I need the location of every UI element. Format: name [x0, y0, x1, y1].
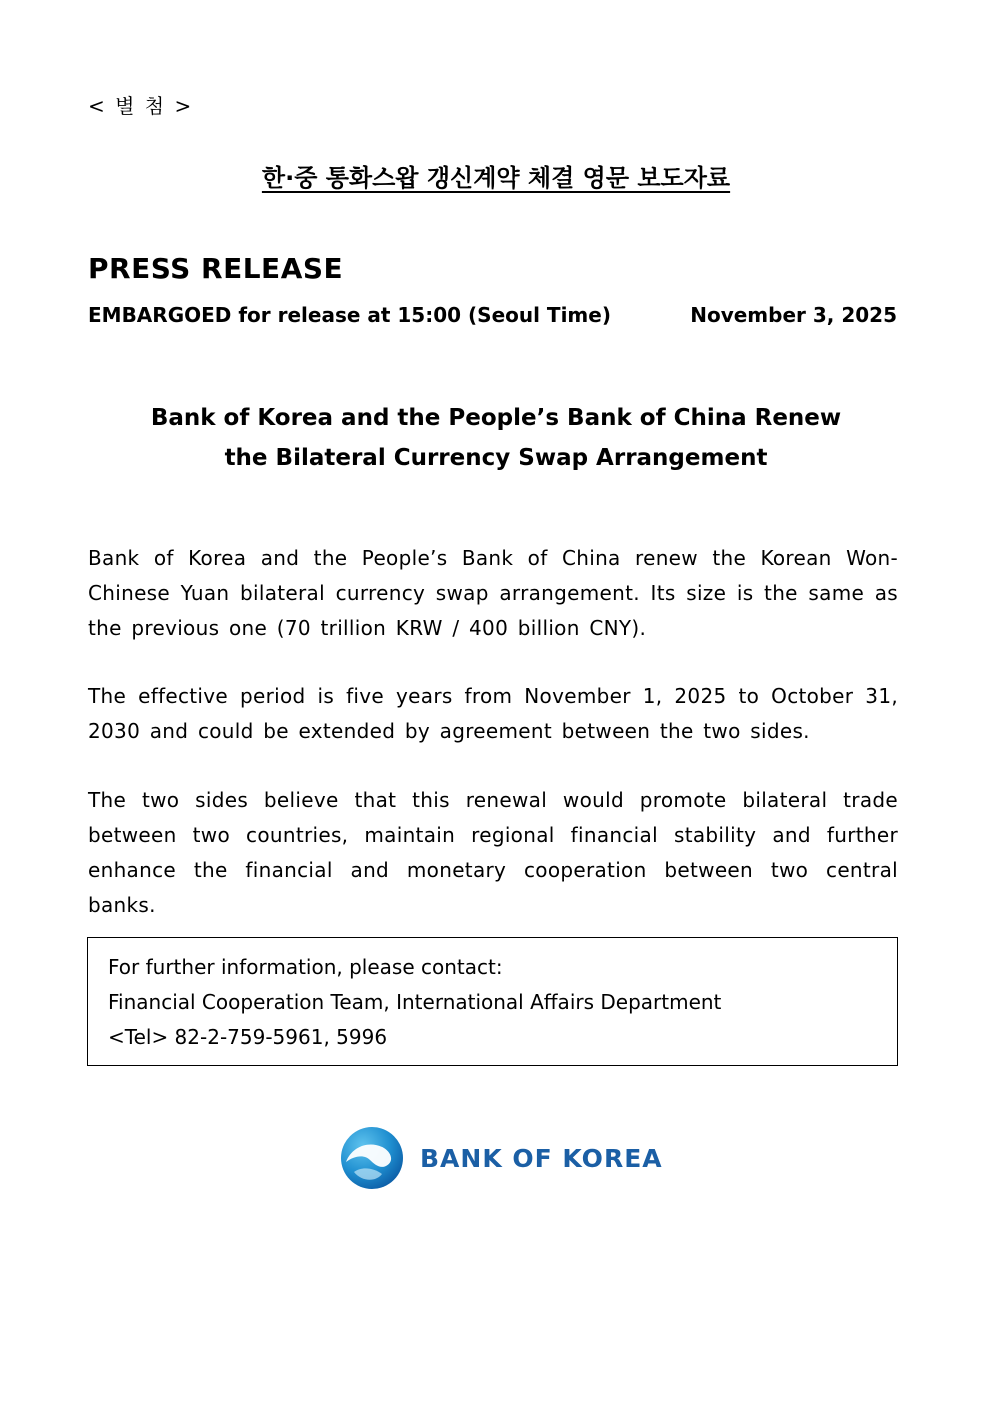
korean-title-text: 한·중 통화스왑 갱신계약 체결 영문 보도자료	[261, 164, 731, 192]
contact-phone: <Tel> 82-2-759-5961, 5996	[108, 1025, 388, 1049]
korean-title	[0, 158, 992, 193]
press-release-heading: PRESS RELEASE	[88, 252, 344, 285]
bank-of-korea-emblem-icon	[340, 1126, 404, 1190]
paragraph-1: Bank of Korea and the People’s Bank of China renew the Korean Won-Chinese Yuan bilateral currency swap arrangement. Its size is the same as the previous one (70 trillion KRW / 400 billion CNY).	[88, 546, 898, 640]
contact-box	[87, 937, 898, 1066]
release-date: November 3, 2025	[690, 303, 897, 327]
headline	[0, 398, 992, 478]
paragraph-3: The two sides believe that this renewal would promote bilateral trade between two countries, maintain regional financial stability and further enhance the financial and monetary cooperation between two central banks.	[88, 788, 898, 917]
headline-line-2: the Bilateral Currency Swap Arrangement	[224, 445, 768, 471]
attachment-label: < 별 첨 >	[88, 94, 194, 118]
embargo-notice: EMBARGOED for release at 15:00 (Seoul Time)	[88, 303, 611, 327]
paragraph-2: The effective period is five years from November 1, 2025 to October 31, 2030 and could be extended by agreement between the two sides.	[88, 684, 898, 743]
contact-department: Financial Cooperation Team, International Affairs Department	[108, 990, 722, 1014]
bank-of-korea-logo	[340, 1126, 663, 1190]
logo-text: BANK OF KOREA	[420, 1143, 663, 1173]
headline-line-1: Bank of Korea and the People’s Bank of China Renew	[150, 405, 842, 431]
contact-intro: For further information, please contact:	[108, 955, 503, 979]
